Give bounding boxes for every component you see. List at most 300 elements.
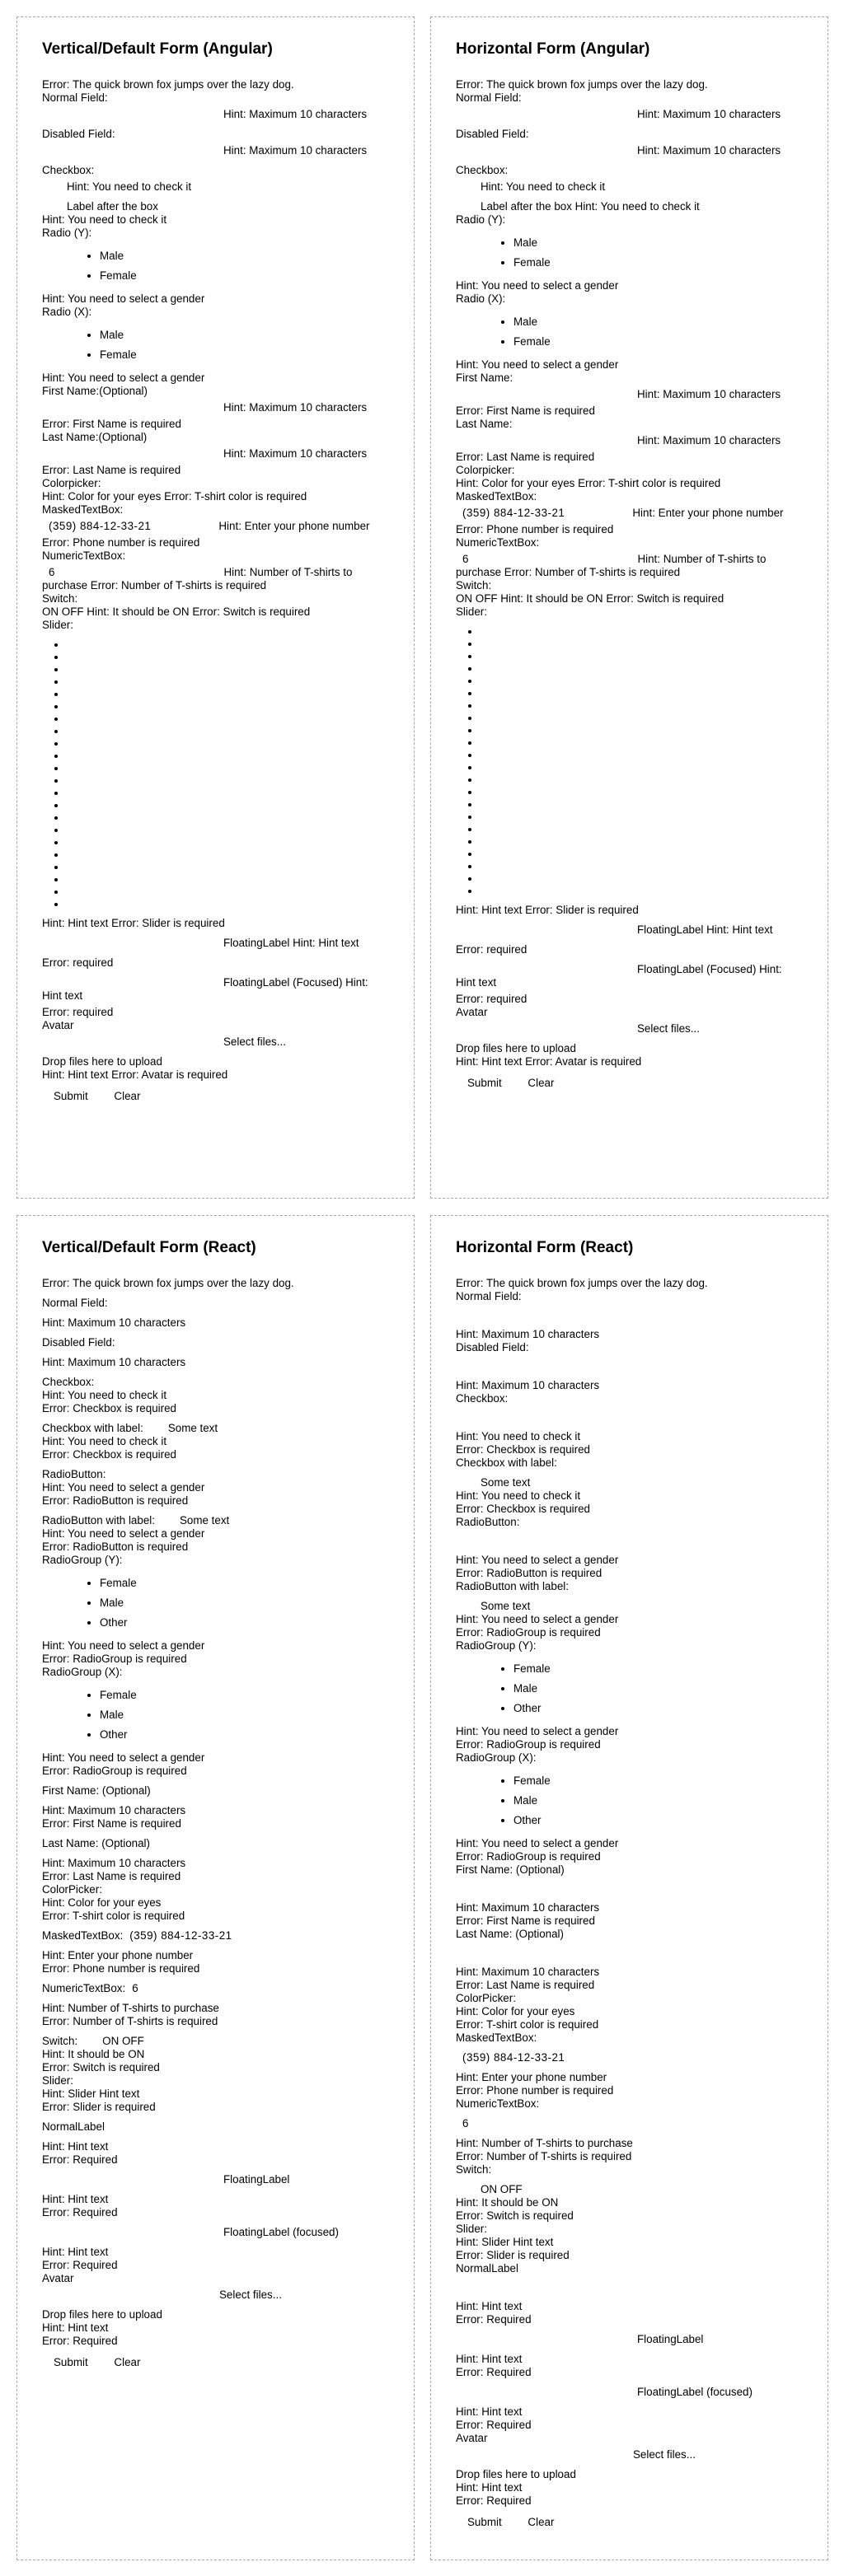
- radio-x-list: [42, 329, 389, 362]
- radio-male[interactable]: • Male: [513, 1794, 803, 1807]
- error: Error: Phone number is required: [42, 536, 200, 549]
- checkbox-with-label: Checkbox with label:: [456, 1456, 557, 1469]
- hint: Hint: Maximum 10 characters: [223, 144, 368, 157]
- slider-tick: [481, 786, 803, 798]
- radiogroup-y-label: RadioGroup (Y):: [456, 1639, 537, 1652]
- normal-label: NormalLabel: [42, 2120, 105, 2133]
- form-error: Error: The quick brown fox jumps over the lazy dog.: [42, 78, 294, 91]
- slider-tick: [67, 713, 389, 725]
- error: Error: required: [42, 956, 114, 969]
- radio-y-list: [42, 250, 389, 283]
- masked-textbox-label: MaskedTextBox:: [42, 503, 124, 516]
- radio-y-label: Radio (Y):: [42, 227, 92, 239]
- floating-label-focused: FloatingLabel (focused): [637, 2386, 753, 2398]
- radio-female[interactable]: • Female: [100, 1689, 389, 1702]
- phone-input[interactable]: (359) 884-12-33-21: [462, 507, 565, 519]
- hint-error: Hint: Hint text Error: Avatar is required: [42, 1068, 228, 1081]
- slider-tick: [481, 811, 803, 823]
- numeric-textbox-label: NumericTextBox:: [456, 2097, 540, 2110]
- error: Error: Phone number is required: [456, 2084, 614, 2097]
- switch-toggle[interactable]: ON OFF: [102, 2035, 144, 2047]
- hint: Hint: Maximum 10 characters: [456, 1966, 600, 1978]
- hint: Hint: It should be ON: [456, 2196, 559, 2209]
- drop-zone[interactable]: Drop files here to upload: [42, 1055, 162, 1068]
- hint: Hint: Maximum 10 characters: [637, 434, 781, 446]
- checkbox-label: Checkbox:: [456, 1392, 509, 1405]
- submit-button[interactable]: Submit: [42, 2356, 100, 2368]
- label-after-box[interactable]: Label after the box Hint: You need to check it: [481, 200, 700, 213]
- submit-button[interactable]: Submit: [456, 1077, 513, 1089]
- select-files-button[interactable]: Select files...: [223, 1036, 286, 1048]
- error: Error: Required: [42, 2153, 118, 2166]
- hint: Hint: You need to select a gender: [456, 358, 619, 371]
- numeric-textbox-label: NumericTextBox:: [456, 536, 540, 549]
- slider-tick: [481, 699, 803, 712]
- some-text[interactable]: Some text: [179, 1514, 230, 1526]
- hint: Hint: Maximum 10 characters: [456, 1328, 600, 1340]
- last-name-label: Last Name:: [456, 418, 513, 430]
- floating-label: FloatingLabel Hint: Hint text: [637, 923, 773, 936]
- hint: Hint: You need to check it: [456, 1489, 581, 1502]
- slider-hint: Slider Hint text: [68, 2087, 140, 2100]
- panel-title: Vertical/Default Form (React): [42, 1239, 256, 1256]
- slider-tick: [67, 861, 389, 873]
- error: Error: T-shirt color is required: [456, 2018, 599, 2031]
- slider-label: Slider:: [456, 605, 487, 618]
- drop-zone[interactable]: Drop files here to upload: [456, 1042, 576, 1054]
- hint: Hint: Maximum 10 characters: [223, 401, 368, 414]
- slider-tick: [67, 651, 389, 663]
- drop-zone[interactable]: Drop files here to upload: [42, 2308, 162, 2321]
- radiobutton-with-label: RadioButton with label:: [42, 1514, 155, 1526]
- hint: Hint: You need to select a gender: [456, 1613, 619, 1625]
- error: Error: required: [456, 993, 528, 1005]
- slider-tick: [67, 762, 389, 774]
- form-error: Error: The quick brown fox jumps over the lazy dog.: [456, 1277, 708, 1289]
- hint: Hint: Color for your eyes: [42, 1896, 162, 1909]
- hint-error: Hint: Hint text Error: Avatar is required: [456, 1055, 642, 1068]
- horizontal-react-panel: [430, 1215, 828, 2560]
- hint: Hint: Maximum 10 characters: [42, 1356, 186, 1368]
- hint: Hint: Hint text: [456, 2353, 523, 2365]
- numeric-input[interactable]: 6: [462, 2117, 469, 2130]
- avatar-label: Avatar: [42, 1019, 74, 1031]
- hint: Hint: Maximum 10 characters: [42, 1857, 186, 1869]
- error: Error: Checkbox is required: [456, 1503, 590, 1515]
- normal-field-label: Normal Field:: [42, 91, 108, 104]
- error: Error: First Name is required: [42, 1817, 181, 1830]
- select-files-button[interactable]: Select files...: [637, 1022, 700, 1035]
- radiogroup-x-list: [456, 1774, 803, 1827]
- hint: Hint: Number of T-shirts to: [637, 553, 767, 565]
- hint-prefix: Hint:: [42, 2087, 68, 2100]
- slider-tick: [67, 799, 389, 811]
- slider-tick: [481, 774, 803, 786]
- error: Error: RadioButton is required: [42, 1494, 189, 1507]
- error: Error: Required: [456, 2494, 532, 2507]
- colorpicker-label: ColorPicker:: [42, 1883, 102, 1896]
- radio-male[interactable]: • Male: [100, 1709, 389, 1722]
- hint: Hint: You need to select a gender: [42, 372, 205, 384]
- radio-other[interactable]: • Other: [100, 1728, 389, 1741]
- submit-button[interactable]: Submit: [42, 1090, 100, 1102]
- hint: Hint: Maximum 10 characters: [223, 447, 368, 460]
- hint: Hint: You need to check it: [42, 213, 167, 226]
- hint: Hint: Hint text: [456, 2405, 523, 2418]
- hint-error: Hint: Color for your eyes Error: T-shirt color is required: [456, 477, 721, 489]
- error: Error: RadioButton is required: [42, 1540, 189, 1553]
- normal-field-label: Normal Field:: [456, 1290, 522, 1302]
- error: Error: RadioGroup is required: [456, 1850, 601, 1863]
- slider-tick: [67, 737, 389, 750]
- error: Error: Number of T-shirts is required: [456, 2150, 632, 2162]
- error: Error: RadioGroup is required: [456, 1626, 601, 1639]
- radio-female[interactable]: • Female: [513, 256, 803, 269]
- error: Error: Required: [456, 2366, 532, 2378]
- hint: Hint: Number of T-shirts to: [223, 566, 353, 578]
- slider-tick: [481, 638, 803, 650]
- last-name-label: Last Name: (Optional): [456, 1928, 564, 1940]
- hint: Hint: Maximum 10 characters: [637, 388, 781, 400]
- vertical-angular-panel: [16, 16, 415, 1199]
- hint: Hint: Hint text: [456, 2481, 523, 2494]
- error: Error: Phone number is required: [456, 523, 614, 535]
- slider-ticks[interactable]: [456, 625, 803, 897]
- normal-field-label: Normal Field:: [456, 91, 522, 104]
- submit-button[interactable]: Submit: [456, 2516, 513, 2528]
- slider-tick: [481, 675, 803, 687]
- normal-field-label: Normal Field:: [42, 1297, 108, 1309]
- slider-tick: [67, 836, 389, 849]
- slider-tick: [481, 736, 803, 749]
- error: Error: Last Name is required: [42, 464, 181, 476]
- first-name-label: First Name:: [456, 372, 513, 384]
- panel-title: Horizontal Form (Angular): [456, 40, 650, 58]
- numeric-input[interactable]: 6: [49, 566, 55, 578]
- error: Error: required: [456, 943, 528, 956]
- masked-textbox-label: MaskedTextBox:: [42, 1929, 124, 1942]
- hint: Hint: Maximum 10 characters: [42, 1316, 186, 1329]
- error: Error: required: [42, 1006, 114, 1018]
- slider-tick: [67, 725, 389, 737]
- switch-label: Switch:: [42, 2035, 78, 2047]
- hint: Hint: Hint text: [42, 2321, 109, 2334]
- error: Error: RadioButton is required: [456, 1567, 603, 1579]
- slider-tick: [481, 761, 803, 774]
- vertical-react-panel: [16, 1215, 415, 2560]
- hint: Hint: Enter your phone number: [632, 507, 784, 519]
- checkbox-label: Checkbox:: [42, 164, 95, 176]
- hint: Hint: You need to select a gender: [42, 1527, 205, 1540]
- radiobutton-label: RadioButton:: [42, 1468, 106, 1480]
- panel-title: Horizontal Form (React): [456, 1239, 634, 1256]
- error: Error: First Name is required: [42, 418, 181, 430]
- floating-label-focused: FloatingLabel (Focused) Hint:: [223, 976, 368, 989]
- slider-tick: [481, 860, 803, 872]
- slider-tick: [481, 650, 803, 662]
- error: Error: Slider is required: [456, 2249, 570, 2261]
- slider-tick: [481, 749, 803, 761]
- slider-tick: [67, 676, 389, 688]
- select-files-button[interactable]: Select files...: [219, 2288, 282, 2301]
- switch-line[interactable]: ON OFF Hint: It should be ON Error: Switch is required: [456, 592, 724, 605]
- phone-input[interactable]: (359) 884-12-33-21: [462, 2051, 565, 2064]
- masked-textbox-label: MaskedTextBox:: [456, 490, 537, 503]
- radiogroup-y-list: [42, 1577, 389, 1629]
- radio-x-label: Radio (X):: [456, 292, 506, 305]
- form-error: Error: The quick brown fox jumps over the lazy dog.: [42, 1277, 294, 1289]
- some-text[interactable]: Some text: [481, 1600, 531, 1612]
- switch-label: Switch:: [456, 579, 492, 591]
- hint-error: Hint: Hint text Error: Slider is required: [456, 904, 639, 916]
- slider-tick: [481, 625, 803, 638]
- slider-tick: [67, 886, 389, 898]
- hint-error: Hint: Color for your eyes Error: T-shirt color is required: [42, 490, 307, 503]
- phone-input[interactable]: (359) 884-12-33-21: [49, 520, 152, 532]
- slider-tick: [67, 750, 389, 762]
- slider-tick: [481, 848, 803, 860]
- hint: Hint: You need to select a gender: [42, 1481, 205, 1494]
- numeric-textbox-label: NumericTextBox:: [42, 549, 126, 562]
- clear-button[interactable]: Clear: [516, 2516, 565, 2528]
- radiogroup-y-label: RadioGroup (Y):: [42, 1554, 123, 1566]
- switch-label: Switch:: [456, 2163, 492, 2176]
- error: Error: Phone number is required: [42, 1962, 200, 1975]
- slider-label: Slider:: [42, 619, 73, 631]
- clear-button[interactable]: Clear: [102, 1090, 152, 1102]
- first-name-label: First Name: (Optional): [456, 1863, 565, 1876]
- hint: Hint: Hint text: [42, 2140, 109, 2153]
- floating-label-focused: FloatingLabel (Focused) Hint:: [637, 963, 782, 975]
- error: Error: Number of T-shirts is required: [42, 2015, 218, 2027]
- error: Error: Last Name is required: [456, 1979, 595, 1991]
- floating-label: FloatingLabel: [637, 2333, 704, 2345]
- error: Error: Required: [42, 2206, 118, 2218]
- error: Error: Required: [42, 2335, 118, 2347]
- slider-tick: [481, 835, 803, 848]
- hint: Hint: Maximum 10 characters: [456, 1379, 600, 1391]
- error: Error: Slider is required: [42, 2101, 156, 2113]
- numeric-input[interactable]: 6: [462, 553, 469, 565]
- radio-other[interactable]: • Other: [513, 1814, 803, 1827]
- slider-tick: [67, 849, 389, 861]
- error: Error: Required: [42, 2259, 118, 2271]
- hint: Hint: Maximum 10 characters: [637, 108, 781, 120]
- checkbox-label: Checkbox:: [42, 1376, 95, 1388]
- floating-label: FloatingLabel: [223, 2173, 290, 2186]
- hint: Hint: Number of T-shirts to purchase: [42, 2002, 219, 2014]
- some-text[interactable]: Some text: [481, 1476, 531, 1489]
- error: Error: RadioGroup is required: [42, 1765, 187, 1777]
- form-error: Error: The quick brown fox jumps over the lazy dog.: [456, 78, 708, 91]
- error: Error: Checkbox is required: [456, 1443, 590, 1456]
- hint: Hint: Maximum 10 characters: [223, 108, 368, 120]
- radio-female[interactable]: • Female: [100, 1577, 389, 1590]
- disabled-field-label: Disabled Field:: [42, 1336, 115, 1349]
- hint-error: Hint: Hint text Error: Slider is required: [42, 917, 225, 929]
- clear-button[interactable]: Clear: [102, 2356, 152, 2368]
- error: Error: RadioGroup is required: [456, 1738, 601, 1751]
- hint: Hint: Enter your phone number: [42, 1949, 194, 1961]
- radio-x-label: Radio (X):: [42, 306, 92, 318]
- error: Error: Last Name is required: [42, 1870, 181, 1882]
- last-name-label: Last Name: (Optional): [42, 1837, 150, 1849]
- label-after-box[interactable]: Label after the box: [67, 200, 158, 213]
- colorpicker-label: Colorpicker:: [456, 464, 515, 476]
- checkbox-with-label: Checkbox with label:: [42, 1422, 143, 1434]
- hint: Hint: You need to select a gender: [456, 1837, 619, 1849]
- slider-tick: [67, 898, 389, 910]
- avatar-label: Avatar: [42, 2272, 74, 2284]
- radio-female[interactable]: • Female: [513, 1662, 803, 1676]
- hint: Hint: Color for your eyes: [456, 2005, 575, 2017]
- floating-label: FloatingLabel Hint: Hint text: [223, 937, 359, 949]
- slider-tick: [481, 885, 803, 897]
- floating-label-focused: FloatingLabel (focused): [223, 2226, 339, 2238]
- slider-tick: [481, 798, 803, 811]
- hint: Hint: You need to check it: [481, 180, 606, 193]
- first-name-label: First Name: (Optional): [42, 1784, 151, 1797]
- slider-tick: [67, 787, 389, 799]
- hint: Hint: Maximum 10 characters: [42, 1804, 186, 1816]
- error: Error: Checkbox is required: [42, 1402, 176, 1414]
- hint: Hint text: [456, 976, 497, 989]
- clear-button[interactable]: Clear: [516, 1077, 565, 1089]
- slider-tick: [481, 712, 803, 724]
- numeric-textbox-label: NumericTextBox:: [42, 1982, 126, 1994]
- radio-y-list: [456, 236, 803, 269]
- radio-x-list: [456, 316, 803, 348]
- error: Error: Required: [456, 2313, 532, 2326]
- masked-textbox-label: MaskedTextBox:: [456, 2031, 537, 2044]
- colorpicker-label: ColorPicker:: [456, 1992, 516, 2004]
- slider-tick: [481, 823, 803, 835]
- horizontal-angular-panel: [430, 16, 828, 1199]
- radiogroup-x-label: RadioGroup (X):: [42, 1666, 123, 1678]
- radio-female[interactable]: • Female: [513, 1774, 803, 1788]
- hint: Hint text: [42, 989, 83, 1002]
- slider-hint: Hint: Slider Hint text: [456, 2236, 554, 2248]
- hint: Hint: You need to check it: [456, 1430, 581, 1442]
- slider-tick: [481, 872, 803, 885]
- radiogroup-y-list: [456, 1662, 803, 1715]
- radiobutton-with-label: RadioButton with label:: [456, 1580, 569, 1592]
- drop-zone[interactable]: Drop files here to upload: [456, 2468, 576, 2480]
- switch-toggle[interactable]: ON OFF: [481, 2183, 523, 2195]
- hint: Hint: Maximum 10 characters: [456, 1901, 600, 1914]
- radio-male[interactable]: • Male: [513, 1682, 803, 1695]
- error: Error: T-shirt color is required: [42, 1910, 185, 1922]
- hint: Hint: Number of T-shirts to purchase: [456, 2137, 633, 2149]
- hint: Hint: You need to select a gender: [42, 1639, 205, 1652]
- error: Error: Switch is required: [456, 2209, 574, 2222]
- avatar-label: Avatar: [456, 1006, 488, 1018]
- hint: Hint: Enter your phone number: [218, 520, 370, 532]
- error: Error: Checkbox is required: [42, 1448, 176, 1461]
- slider-label: Slider:: [42, 2074, 73, 2087]
- hint: Hint: You need to select a gender: [42, 1751, 205, 1764]
- hint: Hint: You need to check it: [67, 180, 192, 193]
- colorpicker-label: Colorpicker:: [42, 477, 101, 489]
- hint-error: purchase Error: Number of T-shirts is required: [42, 579, 267, 591]
- avatar-label: Avatar: [456, 2432, 488, 2444]
- radio-female[interactable]: • Female: [100, 348, 389, 362]
- disabled-field-label: Disabled Field:: [456, 1341, 529, 1353]
- radio-male[interactable]: • Male: [513, 236, 803, 250]
- error: Error: Required: [456, 2419, 532, 2431]
- radio-female[interactable]: • Female: [100, 269, 389, 283]
- slider-tick: [67, 688, 389, 700]
- slider-tick: [67, 663, 389, 676]
- slider-tick: [67, 774, 389, 787]
- error: Error: RadioGroup is required: [42, 1653, 187, 1665]
- radio-y-label: Radio (Y):: [456, 213, 506, 226]
- slider-tick: [67, 638, 389, 651]
- radio-male[interactable]: • Male: [100, 1597, 389, 1610]
- numeric-input[interactable]: 6: [132, 1982, 138, 1994]
- slider-tick: [67, 873, 389, 886]
- phone-input[interactable]: (359) 884-12-33-21: [129, 1929, 232, 1942]
- hint: Hint: You need to select a gender: [456, 279, 619, 292]
- slider-label: Slider:: [456, 2223, 487, 2235]
- radio-male[interactable]: • Male: [513, 316, 803, 329]
- error: Error: Last Name is required: [456, 451, 595, 463]
- radio-male[interactable]: • Male: [100, 329, 389, 342]
- last-name-label: Last Name:(Optional): [42, 431, 148, 443]
- hint: Hint: Hint text: [456, 2300, 523, 2312]
- hint-error: purchase Error: Number of T-shirts is required: [456, 566, 681, 578]
- radio-other[interactable]: • Other: [513, 1702, 803, 1715]
- slider-ticks[interactable]: [42, 638, 389, 910]
- hint: Hint: You need to select a gender: [456, 1554, 619, 1566]
- panel-title: Vertical/Default Form (Angular): [42, 40, 273, 58]
- some-text[interactable]: Some text: [167, 1422, 218, 1434]
- hint: Hint: You need to select a gender: [42, 292, 205, 305]
- hint: Hint: You need to select a gender: [456, 1725, 619, 1737]
- hint: Hint: You need to check it: [42, 1389, 167, 1401]
- error: Error: Switch is required: [42, 2061, 160, 2073]
- hint: Hint: Hint text: [42, 2246, 109, 2258]
- radiogroup-x-list: [42, 1689, 389, 1741]
- select-files-button[interactable]: Select files...: [633, 2448, 696, 2461]
- hint: Hint: Enter your phone number: [456, 2071, 607, 2083]
- hint: Hint: Hint text: [42, 2193, 109, 2205]
- radiobutton-label: RadioButton:: [456, 1516, 520, 1528]
- hint: Hint: Maximum 10 characters: [637, 144, 781, 157]
- error: Error: First Name is required: [456, 1914, 595, 1927]
- checkbox-label: Checkbox:: [456, 164, 509, 176]
- slider-tick: [481, 662, 803, 675]
- error: Error: First Name is required: [456, 404, 595, 417]
- disabled-field-label: Disabled Field:: [456, 128, 529, 140]
- first-name-label: First Name:(Optional): [42, 385, 148, 397]
- switch-label: Switch:: [42, 592, 78, 605]
- radiogroup-x-label: RadioGroup (X):: [456, 1751, 537, 1764]
- slider-tick: [67, 811, 389, 824]
- slider-tick: [67, 824, 389, 836]
- slider-tick: [481, 724, 803, 736]
- switch-line[interactable]: ON OFF Hint: It should be ON Error: Switch is required: [42, 605, 311, 618]
- normal-label: NormalLabel: [456, 2262, 518, 2274]
- radio-other[interactable]: • Other: [100, 1616, 389, 1629]
- slider-tick: [481, 687, 803, 699]
- hint: Hint: You need to check it: [42, 1435, 167, 1447]
- hint: Hint: It should be ON: [42, 2048, 145, 2060]
- disabled-field-label: Disabled Field:: [42, 128, 115, 140]
- radio-male[interactable]: • Male: [100, 250, 389, 263]
- slider-tick: [67, 700, 389, 713]
- radio-female[interactable]: • Female: [513, 335, 803, 348]
